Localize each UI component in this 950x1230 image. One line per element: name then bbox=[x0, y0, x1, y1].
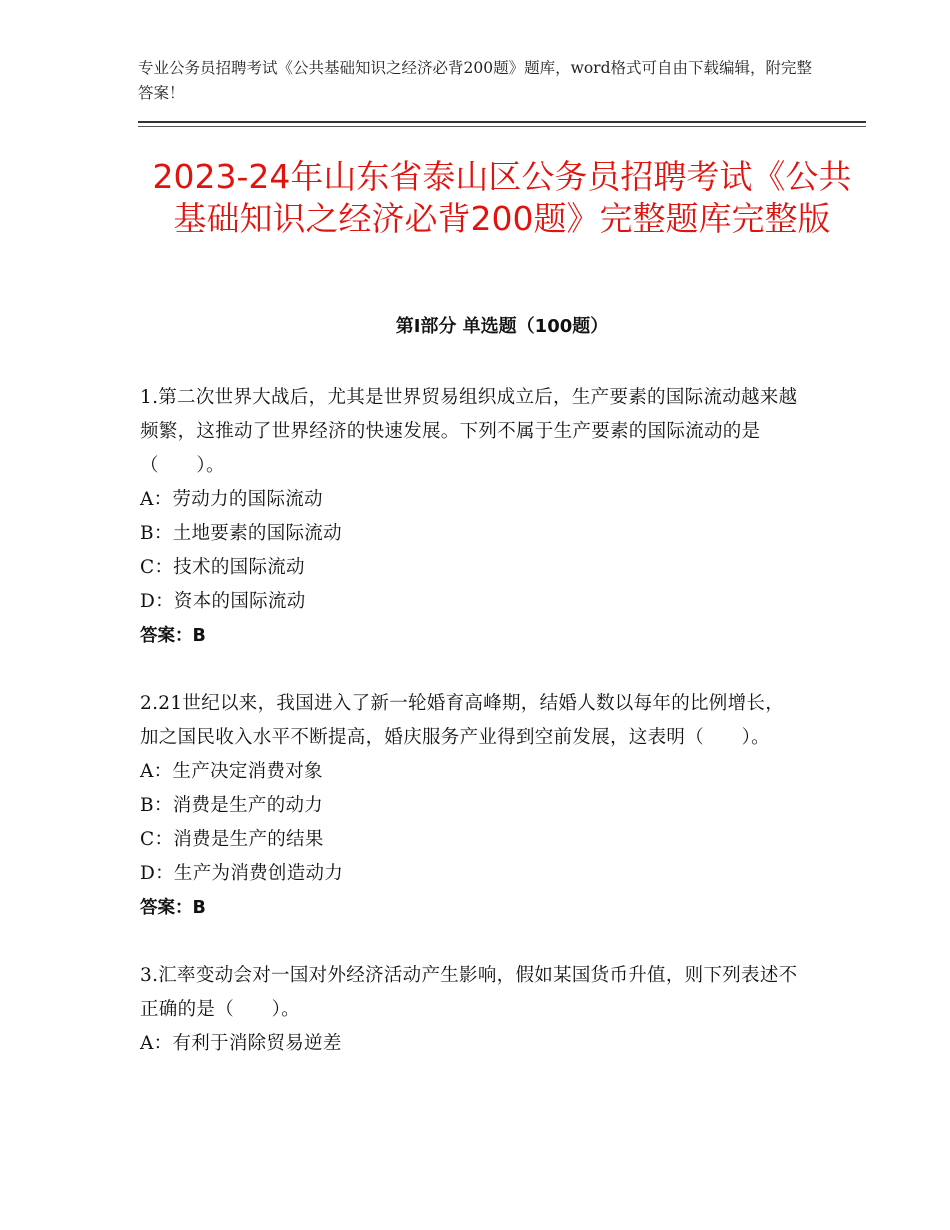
option-b: B：消费是生产的动力 bbox=[140, 795, 324, 816]
answer: 答案：B bbox=[140, 898, 206, 918]
option-d: D：资本的国际流动 bbox=[140, 591, 306, 612]
option-d: D：生产为消费创造动力 bbox=[140, 863, 344, 884]
document-title: 2023-24年山东省泰山区公务员招聘考试《公共基础知识之经济必背200题》完整题库完整版 bbox=[152, 157, 852, 238]
option-a: A：生产决定消费对象 bbox=[140, 761, 323, 782]
option-c: C：技术的国际流动 bbox=[140, 557, 305, 578]
question-stem: 2.21世纪以来，我国进入了新一轮婚育高峰期，结婚人数以每年的比例增长，加之国民收入水平不断提高，婚庆服务产业得到空前发展，这表明（ ）。 bbox=[140, 693, 784, 748]
section-heading: 第Ⅰ部分 单选题（100题） bbox=[395, 316, 609, 337]
header-note: 专业公务员招聘考试《公共基础知识之经济必背200题》题库，word格式可自由下载编辑，附完整答案！ bbox=[138, 59, 813, 102]
header-divider-thin bbox=[138, 126, 866, 127]
question-list bbox=[140, 381, 800, 1061]
question-stem: 1.第二次世界大战后，尤其是世界贸易组织成立后，生产要素的国际流动越来越频繁，这推动了世界经济的快速发展。下列不属于生产要素的国际流动的是（ ）。 bbox=[140, 387, 798, 476]
option-c: C：消费是生产的结果 bbox=[140, 829, 324, 850]
option-b: B：土地要素的国际流动 bbox=[140, 523, 342, 544]
question-stem: 3.汇率变动会对一国对外经济活动产生影响，假如某国货币升值，则下列表述不正确的是（ ）。 bbox=[140, 965, 798, 1020]
option-a: A：劳动力的国际流动 bbox=[140, 489, 323, 510]
question-1 bbox=[140, 381, 800, 653]
option-a: A：有利于消除贸易逆差 bbox=[140, 1033, 342, 1054]
question-2 bbox=[140, 687, 800, 925]
header-divider-thick bbox=[138, 121, 866, 123]
answer: 答案：B bbox=[140, 626, 206, 646]
question-3 bbox=[140, 959, 800, 1061]
